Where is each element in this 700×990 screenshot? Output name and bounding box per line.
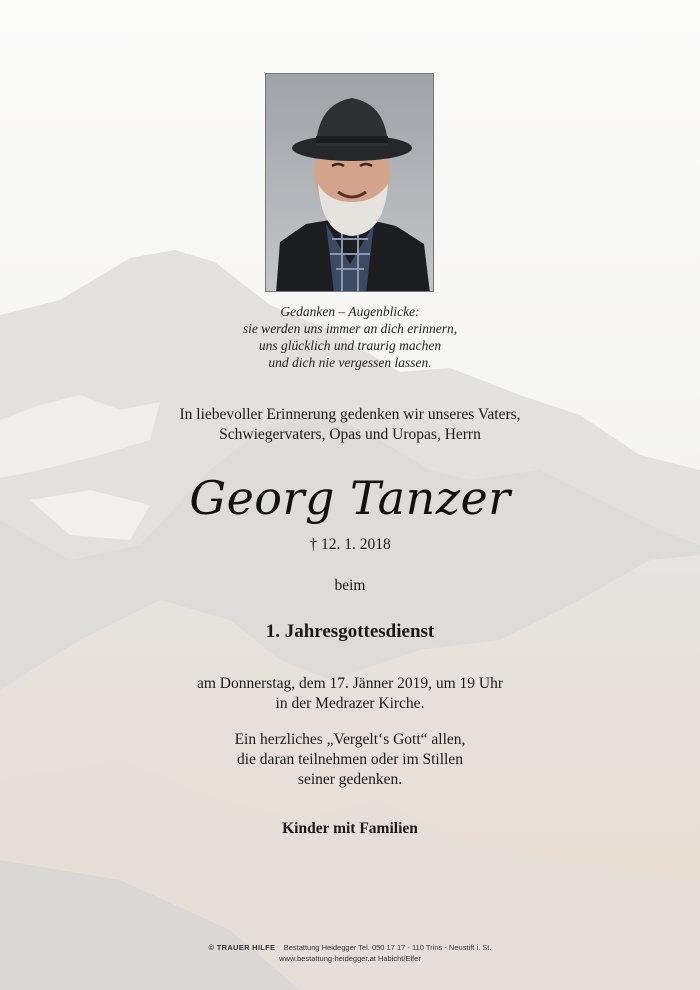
intro-line: Schwiegervaters, Opas und Uropas, Herrn — [219, 426, 481, 443]
poem-line: uns glücklich und traurig machen — [258, 338, 442, 353]
service-location-line: in der Medrazer Kirche. — [275, 695, 425, 712]
footer-contact: Bestattung Heidegger Tel. 050 17 17 - 110 Trins - Neustift i. St. — [283, 943, 492, 952]
service-date-line: am Donnerstag, dem 17. Jänner 2019, um 19 Uhr — [196, 675, 504, 692]
thanks-line: die daran teilnehmen oder im Stillen — [237, 751, 463, 768]
footer-brand: © TRAUER HILFE — [208, 943, 276, 952]
poem-line: sie werden uns immer an dich erinnern, — [242, 321, 458, 336]
thanks-line: seiner gedenken. — [297, 771, 403, 788]
service-title: 1. Jahresgottesdienst — [265, 621, 435, 642]
poem-line: und dich nie vergessen lassen. — [268, 355, 432, 370]
intro-text — [0, 405, 700, 445]
death-date: † 12. 1. 2018 — [309, 536, 391, 553]
thanks-text — [0, 730, 700, 790]
signoff: Kinder mit Familien — [282, 820, 418, 837]
footer — [0, 942, 700, 964]
beim-text: beim — [334, 577, 366, 594]
portrait-illustration — [266, 74, 434, 292]
intro-line: In liebevoller Erinnerung gedenken wir unseres Vaters, — [179, 406, 521, 423]
deceased-name: Georg Tanzer — [189, 471, 511, 525]
poem-line: Gedanken – Augenblicke: — [280, 304, 420, 319]
thanks-line: Ein herzliches „Vergelt‘s Gott“ allen, — [234, 731, 466, 748]
memorial-poem — [0, 303, 700, 371]
service-details — [0, 674, 700, 714]
footer-website[interactable]: www.bestattung-heidegger.at Habicht/Elfer — [279, 954, 421, 963]
portrait-photo — [265, 73, 434, 292]
